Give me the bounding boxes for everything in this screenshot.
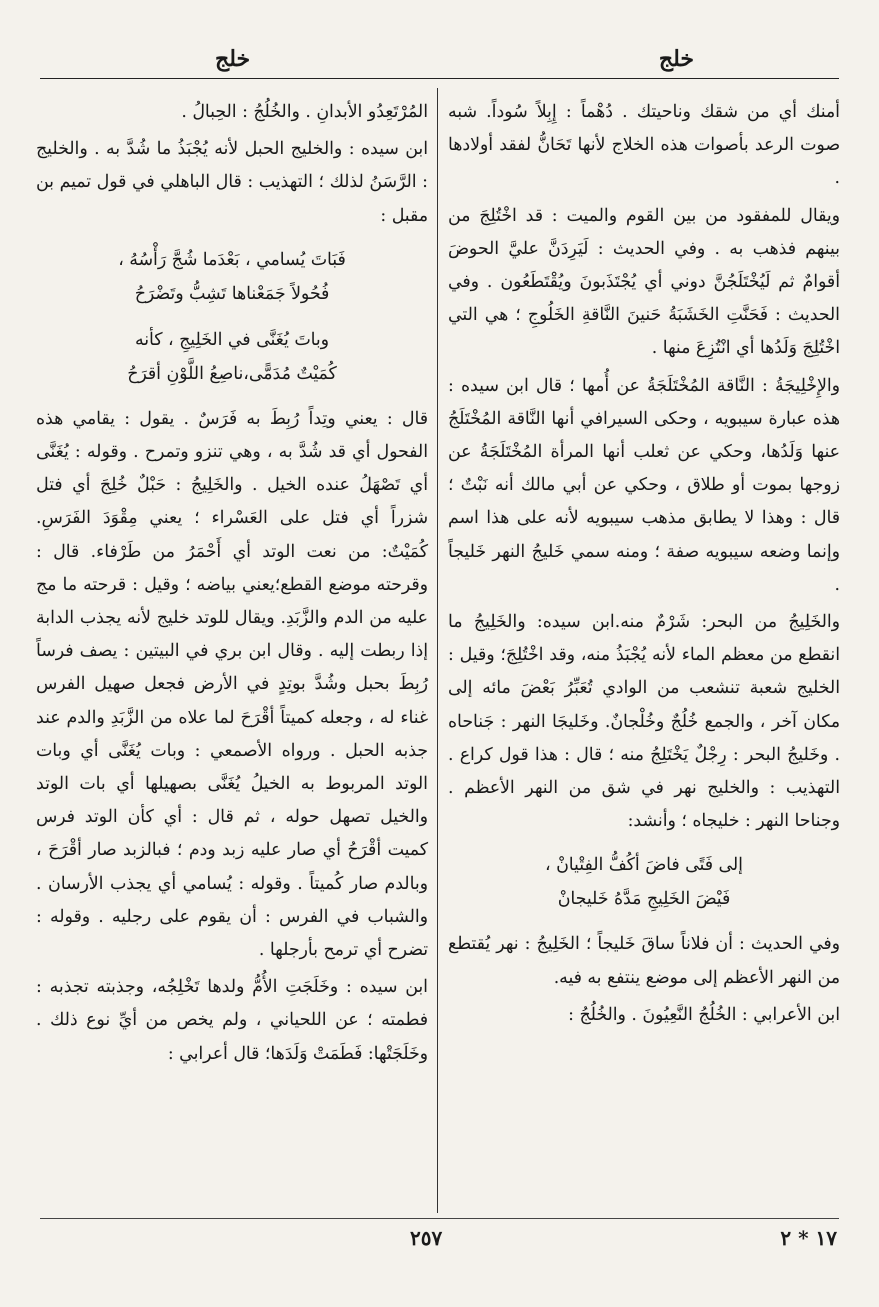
verse-line: كُمَيْتٌ مُدَمًّى،ناصِعُ اللَّوْنِ أقرَحُ (127, 363, 337, 384)
paragraph: ويقال للمفقود من بين القوم والميت : قد اخْتُلِجَ من بينهم فذهب به . وفي الحديث : لَيَرِدَنَّ عليَّ الحوضَ أقوامٌ ثم لَيُخْتَلَجُنَّ دوني أي يُجْتَذَبونَ ويُقْتَطَعُون . وفي الحديث : فَحَنَّتِ الخَشَبَةُ حَنينَ النَّاقةِ الخَلُوجِ ؛ هي التي اخْتُلِجَ وَلَدُها أي انْتُزِعَ منها . (448, 205, 840, 359)
verse-line: وباتَ يُغَنَّى في الخَلِيجِ ، كأنه (134, 329, 330, 350)
verse (36, 243, 428, 311)
verse (36, 323, 428, 391)
page-number: ٢٥٧ (410, 1226, 443, 1250)
paragraph: ابن سيده : والخليج الحبل لأنه يُجْبَذُ ما شُدَّ به . والخليج : الرَّسَنُ لذلك ؛ التهذيب : قال الباهلي في قول تميم بن مقبل : (36, 139, 428, 226)
verse-line: فُحُولاً جَمَعْناها تَشِبُّ وتَضْرَحُ (134, 283, 330, 304)
paragraph: قال : يعني وتِداً رُبِطَ به فَرَسٌ . يقول : يقامي هذه الفحول أي قد شُدَّ به ، وهي تنزو وتمرح . وقوله : يُغَنَّى أي تَصْهَلُ عنده الخيل . والخَلِيجُ : حَبْلٌ خُلِجَ أي فتل شزراً أي فتل على العَسْراء ؛ يعني مِقْوَدَ الفَرَسِ. كُمَيْتٌ: من نعت الوتد أي أَحْمَرُ من طَرْفاء. قال : وقرحته موضع القطع؛يعني بياضه ؛ وقيل : قرحته ما مج عليه من الدم والزَّبَدِ. ويقال للوتد خليج لأنه يجذب الدابة إذا ربطت إليه . وقال ابن بري في البيتين : يصف فرساً رُبِطَ بحبل وشُدَّ بوتِدٍ في الأرض فجعل صهيل الفرس غناء له ، وجعله كميتاً أقْرَحَ لما علاه من الزَّبَدِ والدم عند جذبه الحبل . ورواه الأصمعي : وبات يُغَنَّى أي وبات الوتد المربوط به الخيلُ يُغَنَّى بصهيلها أي بات الوتد والخيل تصهل حوله ، ثم قال : أي كأن الوتد فرس كميت أقْرَحُ أي صار عليه زبد ودم ؛ فبالزبد صار أقْرَحَ ، وبالدم صار كُميتاً . وقوله : يُسامي أي يجذب الأرسان . والشباب في الفرس : أن يقوم على رجليه . وقوله : تضرح أي ترمح بأرجلها . (36, 408, 428, 961)
column-divider (437, 88, 438, 1213)
footer-rule (40, 1218, 839, 1219)
header-rule (40, 78, 839, 79)
verse-line: فَيْضَ الخَلِيجِ مَدَّهُ خَليجانْ (557, 889, 731, 910)
header-word-left: خلج (215, 46, 251, 72)
verse-line: فَبَاتَ يُسامي ، بَعْدَما شُجَّ رَأْسُهُ ، (118, 249, 346, 270)
page-header (0, 42, 879, 82)
right-column (448, 96, 840, 1036)
paragraph: أمنك أي من شقك وناحيتك . دُهْماً : إِبِلاً سُوداً. شبه صوت الرعد بأصوات هذه الخلاج لأنها تَحَانُّ لفقد أولادها . (448, 102, 840, 189)
left-column (36, 96, 428, 1075)
header-word-right: خلج (658, 46, 694, 72)
paragraph: ابن الأعرابي : الخُلُجُ النَّعِيُونَ . والخُلُجُ : (568, 1004, 840, 1025)
signature-mark: ١٧ * ٢ (780, 1226, 837, 1250)
paragraph: وفي الحديث : أن فلاناً ساقَ خَليجاً ؛ الخَلِيجُ : نهر يُقتطع من النهر الأعظم إلى موضع ينتفع به فيه. (448, 934, 840, 988)
paragraph: المُرْتَعِدُو الأبدانِ . والخُلُجُ : الحِبالُ . (181, 102, 428, 122)
paragraph: والخَلِيجُ من البحر: شَرْمٌ منه.ابن سيده: والخَلِيجُ ما انقطع من معظم الماء لأنه يُجْبَذُ منه، وقد اخْتُلِجَ؛ وقيل : الخليج شعبة تنشعب من الوادي تُعَبِّرُ بَعْضَ مائه إلى مكان آخر ، والجمع خُلُجٌ وخُلْجانٌ. وخَليجَا النهر : جَناحاه . وخَليجُ البحر : رِجْلٌ يَخْتَلِجُ منه ؛ قال : هذا قول كراع . التهذيب : والخليج نهر في شق من النهر الأعظم . وجناحا النهر : خليجاه ؛ وأنشد: (448, 612, 840, 832)
verse-line: إلى فَتًى فاضَ أكُفُّ الفِتْيانْ ، (545, 855, 743, 876)
paragraph: والإِخْلِيجَةُ : النَّاقة المُخْتَلَجَةُ عن أُمها ؛ قال ابن سيده : هذه عبارة سيبويه ، وحكى السيرافي أنها النَّاقة المُخْتَلَجُ عنها وَلَدُها، وحكي عن ثعلب أنها المرأة المُخْتَلَجَةُ عن زوجها بموت أو طلاق ، وحكي عن أبي مالك أنه نَبْتٌ ؛ قال : وهذا لا يطابق مذهب سيبويه لأنه على هذا اسم وإنما وضعه سيبويه صفة ؛ ومنه سمي خَليجُ النهر خَليجاً . (448, 375, 840, 595)
paragraph: ابن سيده : وخَلَجَتِ الأُمُّ ولدها تَخْلِجُه، وجذبته تجذبه : فطمته ؛ عن اللحياني ، ولم يخص من أيِّ نوع ذلك . وخَلَجَتْها: فَطَمَتْ وَلَدَها؛ قال أعرابي : (36, 977, 428, 1064)
verse (448, 848, 840, 916)
